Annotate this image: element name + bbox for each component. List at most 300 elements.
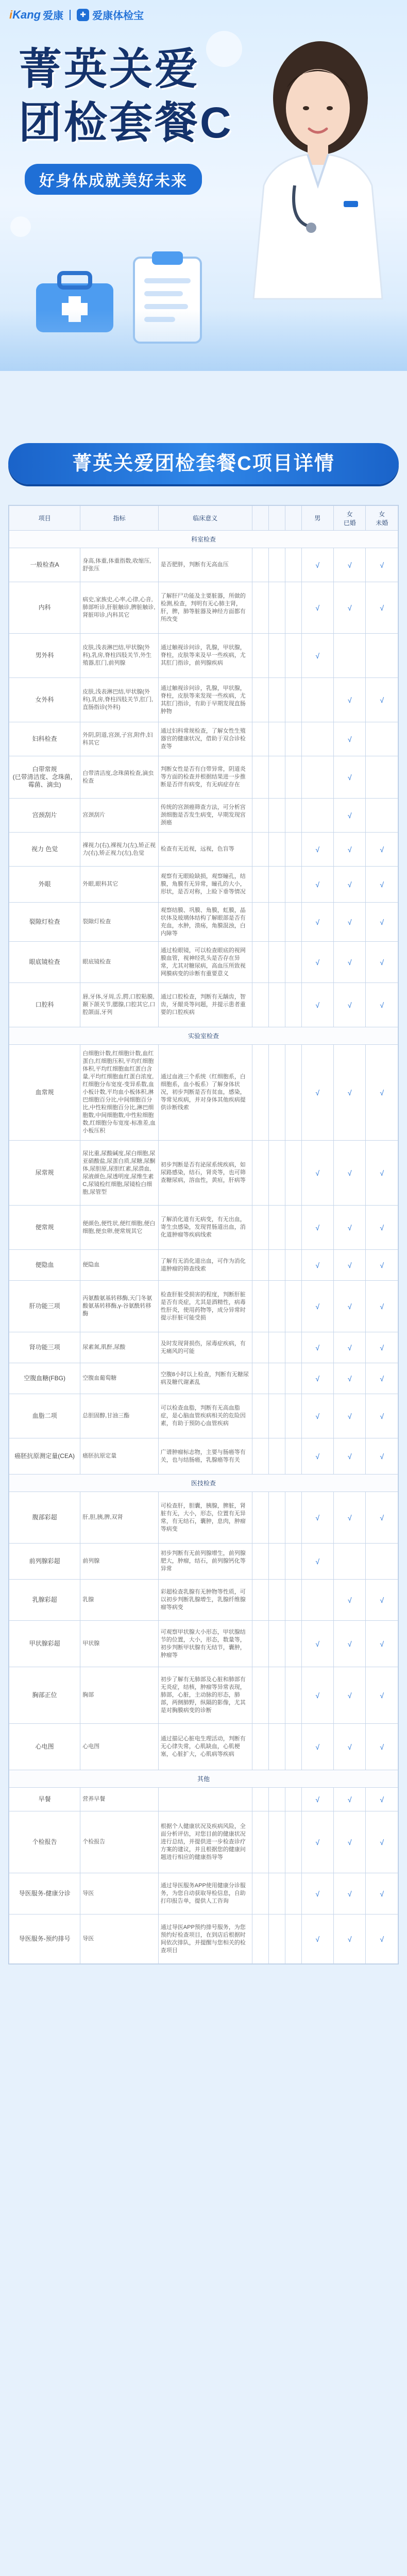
ikang-cn-name: 爱康 [43,10,64,22]
male-check [301,722,333,756]
item-meaning: 彩超检查乳腺有无肿物等性质，可以初步判断乳腺增生，乳腺纤维腺瘤等病变 [158,1580,252,1621]
blank-cell [252,942,268,983]
detail-banner-title: 菁英关爱团检套餐C项目详情 [8,443,399,484]
male-check: √ [301,1332,333,1363]
blank-cell [268,1394,285,1438]
female-unmarried-check: √ [366,1438,398,1475]
blank-cell [268,1250,285,1281]
table-row [9,903,398,942]
male-check: √ [301,1045,333,1141]
item-indicators: 乳腺 [80,1580,159,1621]
brand-bar [9,7,144,22]
item-indicators: 营养早餐 [80,1788,159,1811]
female-married-check: √ [334,1667,366,1724]
item-name: 便常规 [9,1206,80,1250]
item-indicators: 裂隙灯检查 [80,903,159,942]
item-name: 腹部彩超 [9,1492,80,1544]
ikang-logo-text: Kang [12,8,41,21]
blank-cell [252,1332,268,1363]
item-indicators: 胸部 [80,1667,159,1724]
item-meaning: 判断女性是否有白带异常，阴道炎等方面的检查并根据结果进一步推断是否伴有病变，有无病症存在 [158,756,252,799]
item-meaning: 通过口腔检查，判断有无龋齿，智齿，牙龈炎等问题，并提示患者重要的口腔疾病 [158,983,252,1027]
blank-cell [268,1363,285,1394]
male-check: √ [301,1544,333,1580]
items-table-card [8,505,399,1964]
item-name: 肝功能三项 [9,1281,80,1332]
partner-brand [77,7,144,22]
blank-cell [268,942,285,983]
item-name: 癌胚抗原测定量(CEA) [9,1438,80,1475]
item-indicators: 白细胞计数,红细胞计数,血红蛋白,红细胞压积,平均红细胞体积,平均红细胞血红蛋白含量,平均红细胞血红蛋白浓度,红细胞分布宽度-变异系数,血小板计数,平均血小板体积,淋巴细胞百分比,中间细胞百分比,中性粒细胞百分比,淋巴细胞数,中间细胞数,中性粒细胞数,红细胞分布宽度-标准差,血小板压积 [80,1045,159,1141]
female-unmarried-check: √ [366,1394,398,1438]
item-meaning: 可观察甲状腺大小形态，甲状腺结节的位置，大小，形态，数量等，初步判断甲状腺有无结节，囊肿，肿瘤等 [158,1621,252,1667]
blank-cell [252,1394,268,1438]
blank-cell [252,1788,268,1811]
blank-cell [268,1724,285,1770]
item-indicators: 尿比重,尿酸碱度,尿白细胞,尿亚硝酸盐,尿蛋白质,尿糖,尿酮体,尿胆原,尿胆红素,尿潜血,尿液颜色,尿透明度,尿维生素C,尿镜检红细胞,尿镜检白细胞,尿管型 [80,1141,159,1206]
item-meaning: 通过血液三个系统（红细胞系，白细胞系，血小板系）了解身体状况，初步判断是否有贫血，感染，等常见疾病，并对身体其他疾病提供诊断线索 [158,1045,252,1141]
table-header-row [9,506,398,531]
blank-cell [285,722,301,756]
table-row [9,722,398,756]
male-check: √ [301,1492,333,1544]
items-table-body [9,531,398,1964]
item-indicators: 裸视力(右),裸视力(左),矫正视力(右),矫正视力(左),色觉 [80,833,159,867]
item-name: 胸部正位 [9,1667,80,1724]
blank-cell [285,1394,301,1438]
blank-cell [285,678,301,722]
partner-name: 爱康体检宝 [92,10,144,22]
blank-cell [252,833,268,867]
item-indicators: 癌胚抗原定量 [80,1438,159,1475]
brand-separator [70,10,71,20]
item-indicators: 个检报告 [80,1811,159,1873]
hero-title-line1: 菁英关爱 [19,45,200,93]
table-row [9,1492,398,1544]
blank-cell [252,1873,268,1914]
item-indicators: 丙氨酸氨基转移酶,天门冬氨酸氨基转移酶,γ-谷氨酰转移酶 [80,1281,159,1332]
blank-cell [268,1206,285,1250]
detail-banner-wrap [8,443,399,484]
hero-title-line2: 团检套餐C [19,98,233,147]
blank-cell [252,756,268,799]
blank-cell [268,634,285,678]
male-check: √ [301,867,333,903]
hero-section [0,0,407,371]
decor-bubble [10,216,31,237]
item-meaning: 了解肝尸功能及主要脏器，所做的检测,检查，判明有无心肺主肾，肝，脾，肺等脏器及神经方面都有所改变 [158,582,252,634]
blank-cell [285,1250,301,1281]
blank-cell [252,1438,268,1475]
female-unmarried-check: √ [366,1141,398,1206]
female-married-check: √ [334,548,366,582]
blank-cell [268,1492,285,1544]
female-unmarried-check: √ [366,1873,398,1914]
table-row [9,1281,398,1332]
blank-cell [268,1621,285,1667]
male-check: √ [301,1394,333,1438]
blank-cell [268,1281,285,1332]
male-check [301,756,333,799]
table-row [9,1811,398,1873]
item-meaning: 了解有无消化道出血，可作为消化道肿瘤的筛查线索 [158,1250,252,1281]
item-meaning: 可检查肝，胆囊，胰腺，脾脏，肾脏有无，大小，形态，位置有无异常，有无结石，囊肿，息肉，肿瘤等病变 [158,1492,252,1544]
blank-cell [252,634,268,678]
item-name: 女外科 [9,678,80,722]
male-check: √ [301,1363,333,1394]
item-meaning: 及时发现肾损伤，尿毒症疾病，有无痛风的可能 [158,1332,252,1363]
item-meaning: 通过检眼镜，可以检查眼底的视网膜血管，视神经乳头是否存在异常，尤其对糖尿病，高血压所致视网膜病变的诊断有重要意义 [158,942,252,983]
blank-cell [285,1141,301,1206]
male-check: √ [301,1621,333,1667]
item-name: 眼底镜检查 [9,942,80,983]
blank-cell [268,1544,285,1580]
hero-floor [0,309,407,371]
female-unmarried-check [366,799,398,833]
item-name: 血脂二项 [9,1394,80,1438]
female-married-check: √ [334,582,366,634]
female-unmarried-check: √ [366,1667,398,1724]
item-meaning: 通过触视诊问诊，乳腺，甲状腺，脊柱，皮肤等来及早一些疾病，尤其肛门指诊，前列腺疾病 [158,634,252,678]
female-unmarried-check: √ [366,1811,398,1873]
male-check: √ [301,1811,333,1873]
blank-cell [252,678,268,722]
item-name: 早餐 [9,1788,80,1811]
female-married-check: √ [334,799,366,833]
header-male: 男 [301,506,333,531]
section-title: 科室检查 [9,531,398,548]
male-check: √ [301,903,333,942]
female-unmarried-check: √ [366,942,398,983]
male-check: √ [301,1281,333,1332]
item-name: 裂隙灯检查 [9,903,80,942]
table-row [9,1788,398,1811]
item-meaning [158,1788,252,1811]
blank-cell [252,1281,268,1332]
blank-cell [252,1045,268,1141]
blank-cell [252,867,268,903]
blank-cell [285,903,301,942]
blank-cell [268,1141,285,1206]
table-section-row [9,1027,398,1045]
male-check: √ [301,634,333,678]
blank-cell [268,1667,285,1724]
item-meaning: 通过导医APP预约排号服务，为您预约好检查项目，在到店后根据时间依次排队，并提醒与您相关的检查项目 [158,1914,252,1964]
item-indicators: 皮肤,浅表淋巴结,甲状腺(外科),乳房,脊柱四肢关节,肛门,直肠指诊(外科) [80,678,159,722]
female-married-check: √ [334,1438,366,1475]
female-unmarried-check: √ [366,983,398,1027]
blank-cell [268,722,285,756]
blank-cell [285,833,301,867]
item-name: 便隐血 [9,1250,80,1281]
blank-cell [285,756,301,799]
item-indicators: 导医 [80,1914,159,1964]
blank-cell [268,903,285,942]
female-unmarried-check: √ [366,1621,398,1667]
table-section-row [9,1475,398,1492]
item-indicators: 宫颈刮片 [80,799,159,833]
male-check: √ [301,1667,333,1724]
item-name: 口腔科 [9,983,80,1027]
item-meaning: 通过触视诊问诊，乳腺，甲状腺，脊柱，皮肤等来发现一些疾病，尤其肛门指诊，有助于早期发现直肠肿物 [158,678,252,722]
female-married-check [334,634,366,678]
table-row [9,1438,398,1475]
female-married-check: √ [334,722,366,756]
item-meaning: 通过妇科常规检查，了解女性生殖器官的健康状况，借助于双合诊检查等 [158,722,252,756]
blank-cell [252,1724,268,1770]
item-meaning: 根据个人健康状况及疾病风险，全面分析评估，对您目前的健康状况进行总结，并提供进一步检查诊疗方案的建议，并且根据您的健康问题进行相应的健康指导等 [158,1811,252,1873]
female-married-check: √ [334,1788,366,1811]
item-meaning: 初步判断有无前列腺增生，前列腺肥大，肿瘤，结石，前列腺钙化等异常 [158,1544,252,1580]
female-unmarried-check [366,756,398,799]
header-blank [252,506,268,531]
female-unmarried-check: √ [366,1363,398,1394]
partner-logo-icon: ✚ [77,9,89,21]
blank-cell [285,867,301,903]
blank-cell [268,1873,285,1914]
female-unmarried-check [366,722,398,756]
female-unmarried-check: √ [366,1250,398,1281]
female-unmarried-check: √ [366,1724,398,1770]
female-married-check: √ [334,867,366,903]
table-row [9,634,398,678]
female-unmarried-check [366,634,398,678]
doctor-woman-illustration [233,31,398,299]
female-married-check: √ [334,1045,366,1141]
female-married-check: √ [334,678,366,722]
item-name: 个检报告 [9,1811,80,1873]
female-married-check: √ [334,1724,366,1770]
item-indicators: 外眼,眼科其它 [80,867,159,903]
table-section-row [9,1770,398,1788]
female-unmarried-check: √ [366,548,398,582]
female-unmarried-check: √ [366,867,398,903]
table-row [9,799,398,833]
male-check [301,799,333,833]
female-married-check: √ [334,1492,366,1544]
male-check: √ [301,1914,333,1964]
female-married-check [334,1544,366,1580]
item-name: 血常规 [9,1045,80,1141]
table-row [9,1873,398,1914]
table-row [9,1332,398,1363]
blank-cell [252,1580,268,1621]
blank-cell [252,1621,268,1667]
blank-cell [285,1621,301,1667]
item-meaning: 广谱肿瘤标志物，主要与肠癌等有关，也与结肠癌，乳腺癌等有关 [158,1438,252,1475]
header-meaning: 临床意义 [158,506,252,531]
blank-cell [268,983,285,1027]
blank-cell [268,582,285,634]
blank-cell [252,1811,268,1873]
section-title: 其他 [9,1770,398,1788]
blank-cell [285,1667,301,1724]
blank-cell [285,1492,301,1544]
blank-cell [285,983,301,1027]
blank-cell [268,756,285,799]
item-indicators: 便颜色,便性状,便红细胞,便白细胞,便虫卵,便常规其它 [80,1206,159,1250]
blank-cell [252,1250,268,1281]
table-row [9,1621,398,1667]
table-row [9,983,398,1027]
female-married-check: √ [334,903,366,942]
header-female-married: 女 已婚 [334,506,366,531]
table-row [9,756,398,799]
table-row [9,1724,398,1770]
female-unmarried-check: √ [366,1580,398,1621]
female-unmarried-check: √ [366,903,398,942]
item-indicators: 甲状腺 [80,1621,159,1667]
blank-cell [252,548,268,582]
item-name: 男外科 [9,634,80,678]
item-name: 宫颈刮片 [9,799,80,833]
item-indicators: 皮肤,浅表淋巴结,甲状腺(外科),乳房,脊柱四肢关节,外生殖器,肛门,前列腺 [80,634,159,678]
female-unmarried-check: √ [366,1045,398,1141]
blank-cell [268,548,285,582]
table-row [9,582,398,634]
item-name: 视力 色觉 [9,833,80,867]
female-unmarried-check [366,1544,398,1580]
item-indicators: 唇,牙体,牙周,舌,腭,口腔粘膜,颞下颌关节,腮腺,口腔其它,口腔颌面,牙列 [80,983,159,1027]
blank-cell [252,1667,268,1724]
female-married-check: √ [334,1363,366,1394]
hero-title [19,42,266,149]
item-name: 导医服务-预约排号 [9,1914,80,1964]
female-unmarried-check: √ [366,1332,398,1363]
blank-cell [285,1438,301,1475]
item-indicators: 白带清洁度,念珠菌检查,滴虫检查 [80,756,159,799]
male-check [301,678,333,722]
table-row [9,1580,398,1621]
item-name: 尿常规 [9,1141,80,1206]
item-name: 导医服务-健康分诊 [9,1873,80,1914]
blank-cell [268,799,285,833]
item-meaning: 传统的宫颈癌筛查方法，可分析宫颈细胞是否发生病变，早期发现宫颈癌 [158,799,252,833]
blank-cell [252,1544,268,1580]
blank-cell [285,1914,301,1964]
item-name: 乳腺彩超 [9,1580,80,1621]
blank-cell [252,903,268,942]
table-row [9,1394,398,1438]
ikang-logo-i: i [9,8,13,21]
item-indicators: 空腹血葡萄糖 [80,1363,159,1394]
table-row [9,678,398,722]
blank-cell [285,1873,301,1914]
blank-cell [252,582,268,634]
female-unmarried-check: √ [366,1914,398,1964]
item-meaning: 是否肥胖，判断有无高血压 [158,548,252,582]
blank-cell [252,983,268,1027]
blank-cell [285,799,301,833]
blank-cell [285,1724,301,1770]
table-row [9,867,398,903]
blank-cell [285,1045,301,1141]
item-indicators: 总胆固醇,甘油三酯 [80,1394,159,1438]
blank-cell [252,1363,268,1394]
female-unmarried-check: √ [366,1206,398,1250]
item-indicators: 前列腺 [80,1544,159,1580]
female-married-check: √ [334,942,366,983]
female-married-check: √ [334,833,366,867]
female-married-check: √ [334,1206,366,1250]
female-married-check: √ [334,1332,366,1363]
section-title: 医技检查 [9,1475,398,1492]
female-married-check: √ [334,1250,366,1281]
item-indicators: 眼底镜检查 [80,942,159,983]
male-check: √ [301,1873,333,1914]
female-unmarried-check: √ [366,582,398,634]
item-name: 白带常规 (已带清洁度、念珠菌，霉菌、滴虫) [9,756,80,799]
table-row [9,1141,398,1206]
female-unmarried-check: √ [366,1492,398,1544]
item-name: 一般检查A [9,548,80,582]
hero-subtitle: 好身体成就美好未来 [25,164,202,195]
table-row [9,1544,398,1580]
female-married-check: √ [334,1281,366,1332]
male-check: √ [301,582,333,634]
female-married-check: √ [334,1141,366,1206]
header-blank [285,506,301,531]
item-meaning: 可以检查血脂，判断有无高血脂症，是心脑血管疾病相关的危险因素，有助于预防心血管疾病 [158,1394,252,1438]
item-meaning: 初步了解有无肺部及心脏和肺部有无炎症，结核，肿瘤等异常表现，肺部，心脏，主动脉的形态，肺部，两侧肺野，纵隔的影像，尤其是对胸膜病变的诊断 [158,1667,252,1724]
blank-cell [252,1141,268,1206]
female-married-check: √ [334,1873,366,1914]
blank-cell [252,1206,268,1250]
blank-cell [285,634,301,678]
item-meaning: 观察有无眼睑缺损，观察瞳孔，结膜，角膜有无异常，瞳孔的大小，形状，是否对称，上睑下垂等情况 [158,867,252,903]
male-check: √ [301,983,333,1027]
blank-cell [268,1580,285,1621]
female-unmarried-check: √ [366,678,398,722]
male-check: √ [301,548,333,582]
table-row [9,1250,398,1281]
blank-cell [252,1914,268,1964]
item-meaning: 了解消化道有无病变，有无出血，寄生虫感染，发现胃肠道出血，消化道肿瘤等疾病线索 [158,1206,252,1250]
blank-cell [285,1363,301,1394]
blank-cell [268,1045,285,1141]
blank-cell [268,1788,285,1811]
item-indicators: 肝,胆,胰,脾,双肾 [80,1492,159,1544]
blank-cell [252,1492,268,1544]
item-name: 外眼 [9,867,80,903]
female-married-check: √ [334,756,366,799]
header-indicator: 指标 [80,506,159,531]
blank-cell [268,1332,285,1363]
blank-cell [285,1788,301,1811]
item-indicators: 身高,体重,体重指数,收缩压,舒张压 [80,548,159,582]
blank-cell [285,1580,301,1621]
table-section-row [9,531,398,548]
female-married-check: √ [334,1621,366,1667]
table-row [9,548,398,582]
item-indicators: 外阴,阴道,宫颈,子宫,附件,妇科其它 [80,722,159,756]
male-check: √ [301,942,333,983]
table-row [9,1914,398,1964]
blank-cell [285,1281,301,1332]
item-indicators: 病史,家族史,心率,心律,心音,肺部听诊,肝脏触诊,脾脏触诊,肾脏叩诊,内科其它 [80,582,159,634]
item-meaning: 空腹8小时以上检查，判断有无糖尿病及糖代谢紊乱 [158,1363,252,1394]
items-table [9,505,398,1964]
blank-cell [268,867,285,903]
male-check: √ [301,833,333,867]
item-indicators: 尿素氮,肌酐,尿酸 [80,1332,159,1363]
female-unmarried-check: √ [366,1281,398,1332]
blank-cell [285,582,301,634]
item-meaning: 通过描记心脏电生理活动，判断有无心律失常，心肌缺血，心肌梗塞，心脏扩大，心肌病等疾病 [158,1724,252,1770]
item-name: 内科 [9,582,80,634]
item-name: 空腹血糖(FBG) [9,1363,80,1394]
female-unmarried-check: √ [366,1788,398,1811]
